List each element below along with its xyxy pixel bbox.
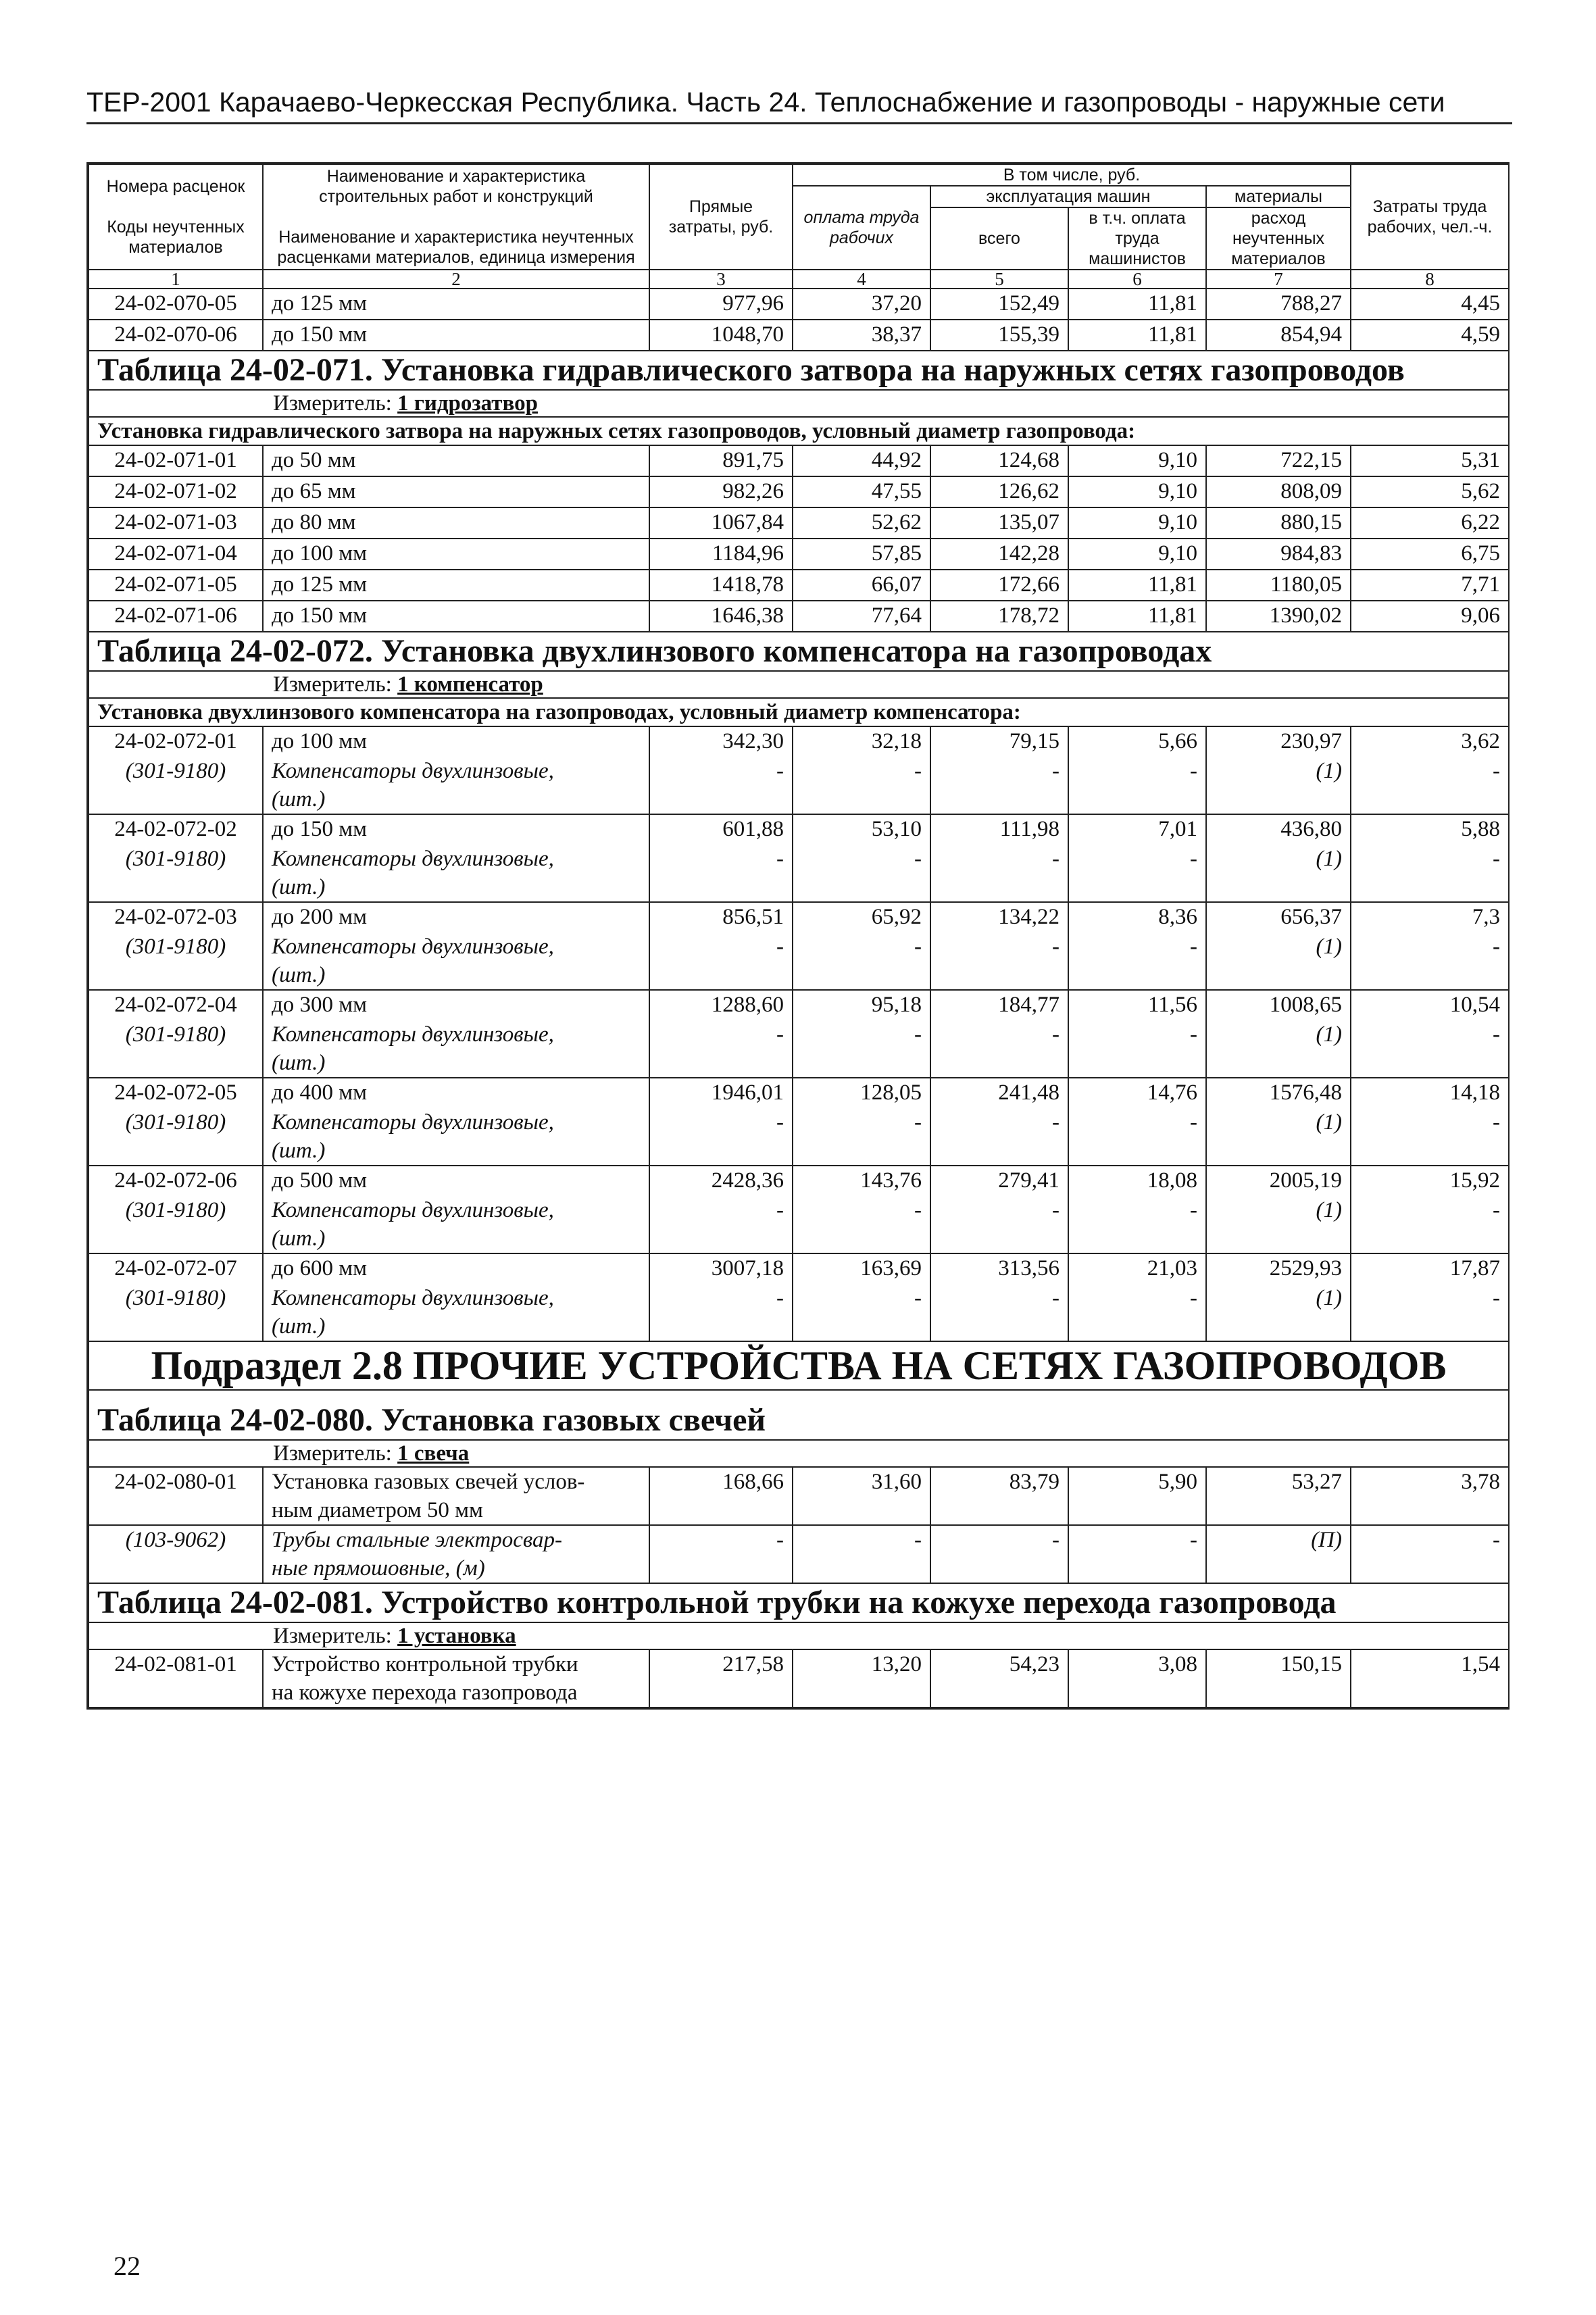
table-row: 24-02-072-01 до 100 мм 342,30 32,18 79,15 5,66 230,97 3,62 [89,726,1509,757]
table-row: 24-02-071-04 до 100 мм 1184,96 57,85 142,28 9,10 984,83 6,75 [89,539,1509,570]
table-071-spec: Установка гидравлического затвора на наружных сетях газопроводов, условный диаметр газопровода: [89,417,1509,445]
col-head-wages: оплата труда рабочих [793,186,930,270]
page-number: 22 [114,2251,141,2281]
col-head-total: всего [930,207,1068,270]
table-row: 24-02-071-05 до 125 мм 1418,78 66,07 172,66 11,81 1180,05 7,71 [89,570,1509,601]
meter-label: Измеритель: [273,391,392,416]
page-header: ТЕР-2001 Карачаево-Черкесская Республика. Часть 24. Теплоснабжение и газопроводы - наружные сети [86,86,1512,124]
meter-label: Измеритель: [273,672,392,697]
table-072-spec: Установка двухлинзового компенсатора на газопроводах, условный диаметр компенсатора: [89,698,1509,726]
table-072-title-row [89,632,1509,671]
col-head-names: Наименование и характеристика строительных работ и конструкций Наименование и характеристика неучтенных расценками материалов, единица измерения [263,164,649,270]
table-row: 24-02-070-05 до 125 мм 977,96 37,20 152,49 11,81 788,27 4,45 [89,289,1509,320]
rates-table [88,164,1510,1708]
meter-value: 1 свеча [397,1441,470,1466]
table-row: 24-02-072-05 до 400 мм 1946,01 128,05 241,48 14,76 1576,48 14,18 [89,1078,1509,1108]
material-row: (301-9180) Компенсаторы двухлинзовые, (шт.) - - - - (1) - [89,845,1509,902]
table-080-title: Таблица 24-02-080. Установка газовых свечей [89,1390,1509,1440]
material-row: (301-9180) Компенсаторы двухлинзовые, (шт.) - - - - (1) - [89,932,1509,990]
table-row: 24-02-072-03 до 200 мм 856,51 65,92 134,22 8,36 656,37 7,3 [89,902,1509,932]
material-row: (301-9180) Компенсаторы двухлинзовые, (шт.) - - - - (1) - [89,757,1509,814]
meter-label: Измеритель: [273,1624,392,1648]
table-row: 24-02-071-03 до 80 мм 1067,84 52,62 135,07 9,10 880,15 6,22 [89,507,1509,539]
section-title: Подраздел 2.8 ПРОЧИЕ УСТРОЙСТВА НА СЕТЯХ ГАЗОПРОВОДОВ [89,1341,1509,1390]
table-row: 24-02-070-06 до 150 мм 1048,70 38,37 155,39 11,81 854,94 4,59 [89,320,1509,351]
meter-value: 1 гидрозатвор [397,391,538,416]
col-head-operator-wages: в т.ч. оплата труда машинистов [1068,207,1206,270]
table-071-title: Таблица 24-02-071. Установка гидравлического затвора на наружных сетях газопроводов [89,351,1509,390]
table-row: 24-02-072-02 до 150 мм 601,88 53,10 111,98 7,01 436,80 5,88 [89,814,1509,845]
col-head-labor: Затраты труда рабочих, чел.-ч. [1351,164,1509,270]
meter-value: 1 компенсатор [397,672,543,697]
table-row: 24-02-072-04 до 300 мм 1288,60 95,18 184,77 11,56 1008,65 10,54 [89,990,1509,1020]
table-071-title-row [89,351,1509,390]
material-row: (301-9180) Компенсаторы двухлинзовые, (шт.) - - - - (1) - [89,1284,1509,1341]
table-row: 24-02-072-06 до 500 мм 2428,36 143,76 279,41 18,08 2005,19 15,92 [89,1166,1509,1196]
table-row: 24-02-071-01 до 50 мм 891,75 44,92 124,68 9,10 722,15 5,31 [89,445,1509,476]
table-row: 24-02-080-01 Установка газовых свечей услов- ным диаметром 50 мм 168,66 31,60 83,79 5,90 53,27 3,78 [89,1467,1509,1525]
meter-value: 1 установка [397,1624,516,1648]
column-numbers: 1 2 3 4 5 6 7 8 [89,270,1509,289]
col-head-materials: материалы [1206,186,1351,207]
table-081-title: Таблица 24-02-081. Устройство контрольной трубки на кожухе перехода газопровода [89,1583,1509,1622]
col-head-material-use: расход неучтенных материалов [1206,207,1351,270]
material-row: (301-9180) Компенсаторы двухлинзовые, (шт.) - - - - (1) - [89,1108,1509,1166]
table-row: 24-02-072-07 до 600 мм 3007,18 163,69 313,56 21,03 2529,93 17,87 [89,1253,1509,1284]
col-head-machines: эксплуатация машин [930,186,1206,207]
material-row: (301-9180) Компенсаторы двухлинзовые, (шт.) - - - - (1) - [89,1020,1509,1078]
table-row: 24-02-071-06 до 150 мм 1646,38 77,64 178,72 11,81 1390,02 9,06 [89,601,1509,632]
material-row: (103-9062) Трубы стальные электросвар- ные прямошовные, (м) - - - - (П) - [89,1525,1509,1583]
table-row: 24-02-081-01 Устройство контрольной трубки на кожухе перехода газопровода 217,58 13,20 54,23 3,08 150,15 1,54 [89,1649,1509,1708]
col-head-direct-costs: Прямые затраты, руб. [649,164,793,270]
col-head-including: В том числе, руб. [793,164,1351,186]
table-row: 24-02-071-02 до 65 мм 982,26 47,55 126,62 9,10 808,09 5,62 [89,476,1509,507]
material-row: (301-9180) Компенсаторы двухлинзовые, (шт.) - - - - (1) - [89,1196,1509,1253]
table-072-title: Таблица 24-02-072. Установка двухлинзового компенсатора на газопроводах [89,632,1509,671]
meter-label: Измеритель: [273,1441,392,1466]
rates-document [86,162,1510,1710]
col-head-codes: Номера расценок Коды неучтенных материалов [89,164,263,270]
